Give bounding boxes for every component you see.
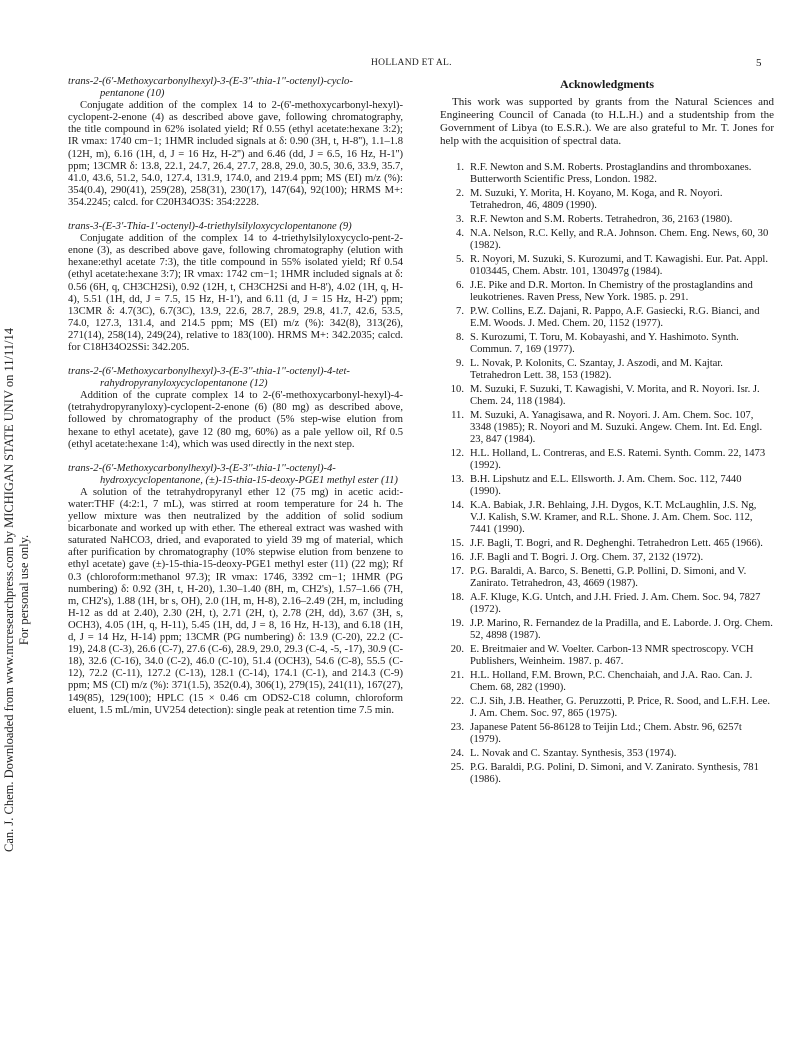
reference-item — [440, 410, 774, 446]
reference-item — [440, 644, 774, 668]
reference-item — [440, 228, 774, 252]
reference-text: R.F. Newton and S.M. Roberts. Tetrahedron, 36, 2163 (1980). — [470, 214, 733, 226]
reference-text: P.G. Baraldi, P.G. Polini, D. Simoni, and V. Zanirato. Synthesis, 781 (1986). — [470, 761, 759, 785]
reference-number: 23. — [450, 721, 464, 733]
reference-number: 8. — [456, 331, 464, 343]
reference-number: 22. — [450, 695, 464, 707]
reference-text: E. Breitmaier and W. Voelter. Carbon-13 NMR spectroscopy. VCH Publishers, Weinheim. 1987. p. 467. — [470, 643, 754, 667]
reference-item — [440, 618, 774, 642]
reference-item — [440, 254, 774, 278]
reference-item — [440, 280, 774, 304]
reference-item — [440, 500, 774, 536]
reference-number: 19. — [450, 617, 464, 629]
reference-item — [440, 332, 774, 356]
reference-number: 10. — [450, 383, 464, 395]
reference-item — [440, 748, 774, 760]
reference-item — [440, 214, 774, 226]
watermark-line-1: Can. J. Chem. Downloaded from www.nrcresearchpress.com by MICHIGAN STATE UNIV on 11/11/14 — [2, 327, 16, 853]
compound-11-body: A solution of the tetrahydropyranyl ether 12 (75 mg) in acetic acid:-water:THF (4:2:1, 7 mL), was stirred at room temperature for 24 h. The yellow mixture was then neutralized by the addition of solid sodium bicarbonate and worked up with ether. The ethereal extract was washed with saturated NaHCO3, dried, and evaporated to yield 39 mg of material, which after purification by chromatography (10% stepwise elution from benzene to ethyl acetate) gave (±)-15-thia-15-deoxy-PGE1 methyl ester (11) (22 mg); Rf 0.3 (chloroform:methanol 97.3); IR νmax: 1746, 3392 cm−1; 1HMR (PG numbering) δ: 0.92 (3H, t, H-20), 1.30–1.40 (8H, m, CH2's), 1.57–1.66 (7H, m, CH2's), 1.88 (1H, br s, OH), 2.0 (1H, m, H-8), 2.16–2.49 (2H, m, including H-12 as dd at 2.40), 2.30 (2H, t), 2.71 (2H, t), 2.78 (2H, dd), 3.67 (3H, s, OCH3), 4.05 (1H, q, H-11), 5.45 (1H, dd, J = 8, 16 Hz, H-13), and 6.18 (1H, d, J = 14 Hz, H-14) ppm; 13CMR (PG numbering) δ: 13.9 (C-20), 22.2 (C-19), 24.8 (C-3), 26.6 (C-7), 27.6 (C-6), 28.9, 29.0, 29.3 (C-4, -5, -17), 30.9 (C-18), 32.6 (C-16), 34.0 (C-2), 46.0 (C-10), 51.4 (OCH3), 54.6 (C-8), 55.5 (C-12), 72.2 (C-11), 127.2 (C-13), 128.1 (C-14), 174.1 (C-1), and 214.3 (C-9) ppm; MS (CI) m/z (%): 371(1.5), 352(0.4), 306(1), 279(15), 241(11), 167(27), 149(85), 129(100); HPLC (15 × 0.46 cm ODS2-C18 column, chloroform eluent, 1.5 mL/min, UV254 detection): single peak at retention time 7.5 min. — [68, 486, 403, 716]
reference-text: B.H. Lipshutz and E.L. Ellsworth. J. Am. Chem. Soc. 112, 7440 (1990). — [470, 473, 742, 497]
reference-number: 11. — [451, 409, 464, 421]
reference-number: 20. — [450, 643, 464, 655]
compound-11-title — [68, 463, 403, 487]
reference-item — [440, 384, 774, 408]
compound-10-title — [68, 76, 403, 100]
reference-text: J.P. Marino, R. Fernandez de la Pradilla, and E. Laborde. J. Org. Chem. 52, 4898 (1987). — [470, 617, 773, 641]
reference-number: 2. — [456, 188, 464, 200]
left-column — [68, 76, 403, 717]
reference-number: 17. — [450, 565, 464, 577]
reference-item — [440, 162, 774, 186]
reference-number: 24. — [450, 747, 464, 759]
download-watermark — [0, 250, 40, 930]
reference-text: M. Suzuki, A. Yanagisawa, and R. Noyori. J. Am. Chem. Soc. 107, 3348 (1985); R. Noyori and M. Suzuki. Angew. Chem. Int. Ed. Engl. 23, 847 (1984). — [470, 409, 763, 446]
acknowledgments-text: This work was supported by grants from the Natural Sciences and Engineering Council of Canada (to H.L.H.) and a studentship from the Government of Libya (to E.S.R.). We are also grateful to Mr. T. Jones for help with the acquisition of spectral data. — [440, 96, 774, 148]
reference-text: M. Suzuki, F. Suzuki, T. Kawagishi, V. Morita, and R. Noyori. Isr. J. Chem. 24, 118 (1984). — [470, 383, 760, 407]
compound-10-title-line1: trans-2-(6'-Methoxycarbonylhexyl)-3-(E-3''-thia-1''-octenyl)-cyclo- — [68, 76, 353, 87]
reference-number: 4. — [456, 227, 464, 239]
reference-item — [440, 538, 774, 550]
reference-number: 21. — [450, 669, 464, 681]
page-number: 5 — [756, 57, 762, 69]
reference-number: 12. — [450, 447, 464, 459]
reference-item — [440, 670, 774, 694]
right-column — [440, 76, 774, 788]
reference-text: R. Noyori, M. Suzuki, S. Kurozumi, and T. Kawagishi. Eur. Pat. Appl. 0103445, Chem. Abstr. 101, 130497g (1984). — [470, 253, 768, 278]
reference-text: M. Suzuki, Y. Morita, H. Koyano, M. Koga, and R. Noyori. Tetrahedron, 46, 4809 (1990). — [470, 188, 723, 212]
reference-number: 14. — [450, 499, 464, 511]
page-header — [0, 58, 812, 74]
reference-text: J.F. Bagli, T. Bogri, and R. Deghenghi. Tetrahedron Lett. 465 (1966). — [470, 537, 763, 549]
compound-12-section — [68, 366, 403, 451]
reference-item — [440, 552, 774, 564]
compound-12-title-line1: trans-2-(6'-Methoxycarbonylhexyl)-3-(E-3''-thia-1''-octenyl)-4-tet- — [68, 366, 350, 378]
reference-text: K.A. Babiak, J.R. Behlaing, J.H. Dygos, K.T. McLaughlin, J.S. Ng, V.J. Kalish, S.W. Kramer, and R.L. Shone. J. Am. Chem. Soc. 112, 7441 (1990). — [470, 499, 757, 536]
compound-9-body: Conjugate addition of the complex 14 to 4-triethylsilyloxycyclo-pent-2-enone (3), as described above gave, following chromatography (elution with hexane:ethyl acetate 7:3), the title compound in 55% isolated yield; Rf 0.54 (ethyl acetate:hexane 3:7); IR νmax: 1742 cm−1; 1HMR included signals at δ: 0.56 (6H, q, CH3CH2Si), 0.92 (12H, t, CH3CH2Si and H-8'), 4.02 (1H, q, H-4), 5.51 (1H, dd, J = 7.5, 15 Hz, H-1'), and 6.11 (d, J = 15 Hz, H-2') ppm; 13CMR δ: 4.7(3C), 6.7(3C), 13.9, 22.6, 28.7, 28.9, 29.8, 41.7, 42.6, 53.5, 74.0, 127.3, 131.4, and 214.5 ppm; MS (EI) m/z (%): 342(8), 313(26), 271(14), 258(14), 249(24), relative to 183(100). HRMS M+: 342.2035; calcd. for C18H34O2SSi: 342.205. — [68, 233, 403, 353]
reference-number: 3. — [456, 214, 464, 226]
compound-11-section — [68, 463, 403, 717]
reference-text: H.L. Holland, L. Contreras, and E.S. Ratemi. Synth. Comm. 22, 1473 (1992). — [470, 447, 766, 472]
compound-9-section — [68, 221, 403, 354]
reference-item — [440, 474, 774, 498]
reference-item — [440, 762, 774, 786]
reference-item — [440, 566, 774, 590]
watermark-line-2: For personal use only. — [17, 534, 31, 646]
reference-number: 1. — [456, 162, 464, 174]
reference-number: 18. — [450, 591, 464, 603]
reference-text: R.F. Newton and S.M. Roberts. Prostaglandins and thromboxanes. Butterworth Scientific Press, London. 1982. — [470, 162, 752, 186]
reference-number: 13. — [450, 473, 464, 485]
compound-12-title-line2: rahydropyranyloxycyclopentanone (12) — [100, 378, 268, 390]
running-title: HOLLAND ET AL. — [371, 58, 452, 68]
reference-number: 9. — [456, 357, 464, 369]
acknowledgments-heading: Acknowledgments — [559, 77, 654, 91]
reference-item — [440, 306, 774, 330]
reference-item — [440, 188, 774, 212]
reference-number: 6. — [456, 279, 464, 291]
reference-item — [440, 358, 774, 382]
reference-text: Japanese Patent 56-86128 to Teijin Ltd.; Chem. Abstr. 96, 6257t (1979). — [470, 721, 742, 745]
reference-list — [440, 162, 774, 786]
compound-11-title-line2: hydroxycyclopentanone, (±)-15-thia-15-deoxy-PGE1 methyl ester (11) — [100, 474, 398, 486]
reference-number: 25. — [450, 761, 464, 773]
reference-text: S. Kurozumi, T. Toru, M. Kobayashi, and Y. Hashimoto. Synth. Commun. 7, 169 (1977). — [470, 331, 739, 355]
reference-text: A.F. Kluge, K.G. Untch, and J.H. Fried. J. Am. Chem. Soc. 94, 7827 (1972). — [470, 591, 761, 615]
reference-item — [440, 722, 774, 746]
compound-10-section — [68, 76, 403, 209]
reference-text: J.E. Pike and D.R. Morton. In Chemistry of the prostaglandins and leukotrienes. Raven Press, New York. 1985. p. 291. — [470, 279, 753, 304]
compound-10-body: Conjugate addition of the complex 14 to 2-(6'-methoxycarbonyl-hexyl)-cyclopent-2-enone (4) as described above gave, following chromatography, the title compound in 62% isolated yield; Rf 0.55 (ethyl acetate:hexane 3:2); IR νmax: 1740 cm−1; 1HMR included signals at δ: 0.90 (3H, t, H-8''), 1.1–1.8 (12H, m), 6.16 (1H, d, J = 16 Hz, H-2'') and 6.46 (dd, J = 6.5, 16 Hz, H-1'') ppm; 13CMR δ: 13.8, 22.1, 24.7, 26.4, 27.7, 28.8, 29.0, 30.5, 30.6, 33.9, 35.7, 41.0, 43.6, 51.2, 54.0, 127.4, 131.9, 174.0, and 219.4 ppm; MS (EI) m/z (%): 354(0.4), 290(41), 259(28), 258(31), 230(17), 147(64), 92(100); HRMS M+: 354.2245; calcd. for C20H34O3S: 354:2228. — [68, 100, 403, 208]
reference-item — [440, 696, 774, 720]
reference-text: J.F. Bagli and T. Bogri. J. Org. Chem. 37, 2132 (1972). — [470, 551, 704, 563]
reference-item — [440, 448, 774, 472]
reference-text: P.G. Baraldi, A. Barco, S. Benetti, G.P. Pollini, D. Simoni, and V. Zanirato. Tetrahedron, 43, 4669 (1987). — [470, 565, 747, 589]
reference-text: P.W. Collins, E.Z. Dajani, R. Pappo, A.F. Gasiecki, R.G. Bianci, and E.M. Woods. J. Med. Chem. 20, 1152 (1977). — [470, 305, 760, 329]
reference-text: L. Novak and C. Szantay. Synthesis, 353 (1974). — [470, 747, 677, 759]
reference-number: 7. — [456, 305, 464, 317]
compound-11-title-line1: trans-2-(6'-Methoxycarbonylhexyl)-3-(E-3''-thia-1''-octenyl)-4- — [68, 462, 336, 474]
reference-item — [440, 592, 774, 616]
reference-text: N.A. Nelson, R.C. Kelly, and R.A. Johnson. Chem. Eng. News, 60, 30 (1982). — [470, 227, 769, 252]
reference-number: 15. — [450, 537, 464, 549]
compound-10-title-line2: pentanone (10) — [100, 88, 165, 100]
reference-text: H.L. Holland, F.M. Brown, P.C. Chenchaiah, and J.A. Rao. Can. J. Chem. 68, 282 (1990). — [470, 669, 753, 693]
reference-number: 16. — [450, 551, 464, 563]
reference-text: C.J. Sih, J.B. Heather, G. Peruzzotti, P. Price, R. Sood, and L.F.H. Lee. J. Am. Chem. Soc. 97, 865 (1975). — [470, 695, 771, 719]
compound-12-title — [68, 366, 403, 390]
compound-12-body: Addition of the cuprate complex 14 to 2-(6'-methoxycarbonyl-hexyl)-4-(tetrahydropyranyloxy)-cyclopent-2-enone (6) (80 mg) as described above, followed by chromatography of the product (5% step-wise elution from hexane to ethyl acetate), gave 12 (80 mg, 60%) as a pale yellow oil, Rf 0.5 (ethyl acetate:hexane 1:4), which was used directly in the next step. — [68, 390, 403, 450]
reference-text: L. Novak, P. Kolonits, C. Szantay, J. Aszodi, and M. Kajtar. Tetrahedron Lett. 38, 153 (1982). — [470, 357, 723, 381]
compound-9-title: trans-3-(E-3'-Thia-1'-octenyl)-4-triethylsilyloxycyclopentanone (9) — [68, 221, 352, 233]
reference-number: 5. — [456, 253, 464, 265]
